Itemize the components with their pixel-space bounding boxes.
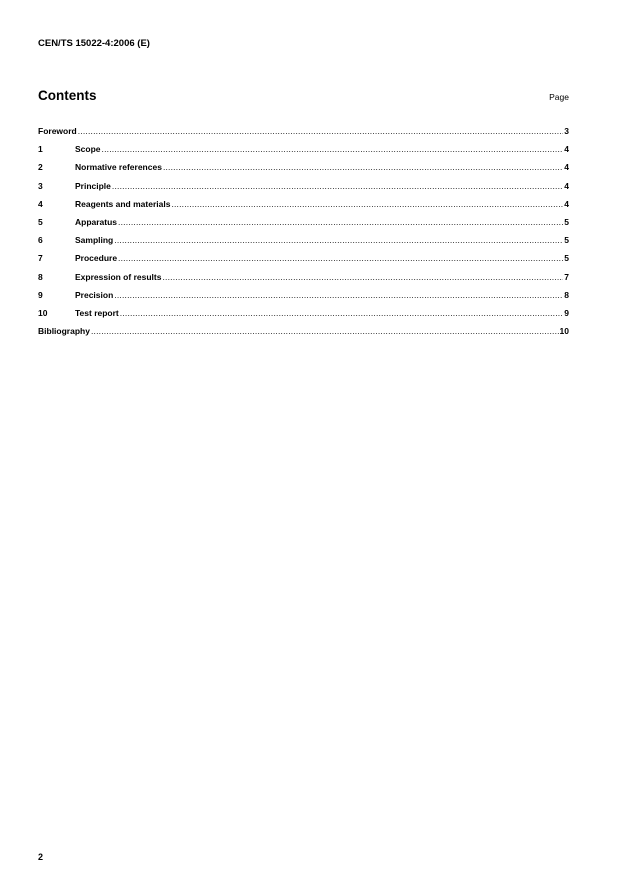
toc-entry-expression-of-results[interactable]	[38, 272, 569, 290]
toc-entry-principle[interactable]	[38, 181, 569, 199]
toc-entry-page: 3	[564, 126, 569, 136]
toc-entry-foreword[interactable]	[38, 126, 569, 144]
toc-entry-title: Precision	[75, 289, 114, 300]
toc-entry-scope[interactable]	[38, 144, 569, 162]
document-id: CEN/TS 15022-4:2006 (E)	[38, 38, 150, 49]
dot-leader	[171, 199, 563, 209]
toc-entry-number: 1	[38, 144, 43, 155]
toc-entry-number: 5	[38, 216, 43, 227]
toc-entry-title: Normative references	[75, 162, 162, 173]
toc-entry-title: Reagents and materials	[75, 198, 171, 209]
toc-entry-page: 7	[564, 271, 569, 282]
dot-leader	[162, 272, 563, 282]
toc-entry-title: Expression of results	[75, 271, 162, 282]
page-number: 2	[38, 852, 44, 862]
dot-leader	[114, 290, 563, 300]
toc-entry-page: 4	[564, 144, 569, 155]
toc-entry-number: 2	[38, 162, 43, 173]
toc-entry-bibliography[interactable]	[38, 326, 569, 344]
toc-entry-apparatus[interactable]	[38, 217, 569, 235]
page-column-label: Page	[549, 92, 569, 102]
toc-entry-page: 5	[564, 235, 569, 246]
toc-entry-title: Scope	[75, 144, 101, 155]
toc-entry-procedure[interactable]	[38, 253, 569, 271]
toc-entry-normative-references[interactable]	[38, 162, 569, 180]
dot-leader	[118, 217, 563, 227]
toc-entry-number: 6	[38, 235, 43, 246]
toc-entry-page: 8	[564, 289, 569, 300]
toc-entry-title: Foreword	[38, 126, 77, 136]
toc-entry-title: Procedure	[75, 253, 118, 264]
toc-entry-title: Apparatus	[75, 216, 118, 227]
toc-entry-title: Bibliography	[38, 326, 90, 337]
toc-entry-page: 5	[564, 253, 569, 264]
toc-entry-page: 5	[564, 216, 569, 227]
toc-entry-title: Test report	[75, 307, 119, 318]
dot-leader	[91, 326, 559, 336]
toc-entry-page: 4	[564, 180, 569, 191]
toc-entry-number: 4	[38, 198, 43, 209]
dot-leader	[102, 144, 564, 154]
toc-entry-precision[interactable]	[38, 290, 569, 308]
dot-leader	[114, 235, 563, 245]
toc-entry-reagents-and-materials[interactable]	[38, 199, 569, 217]
toc-entry-number: 7	[38, 253, 43, 264]
toc-entry-number: 3	[38, 180, 43, 191]
table-of-contents	[38, 126, 569, 344]
toc-entry-sampling[interactable]	[38, 235, 569, 253]
toc-entry-title: Sampling	[75, 235, 114, 246]
toc-entry-page: 9	[564, 307, 569, 318]
toc-entry-page: 4	[564, 162, 569, 173]
toc-entry-test-report[interactable]	[38, 308, 569, 326]
toc-entry-page: 10	[559, 326, 569, 337]
toc-entry-number: 8	[38, 271, 43, 282]
dot-leader	[112, 181, 563, 191]
dot-leader	[163, 162, 563, 172]
dot-leader	[120, 308, 563, 318]
dot-leader	[78, 126, 564, 136]
dot-leader	[118, 253, 563, 263]
toc-entry-number: 9	[38, 289, 43, 300]
toc-entry-page: 4	[564, 198, 569, 209]
toc-entry-title: Principle	[75, 180, 111, 191]
contents-heading: Contents	[38, 88, 97, 103]
toc-entry-number: 10	[38, 307, 48, 318]
